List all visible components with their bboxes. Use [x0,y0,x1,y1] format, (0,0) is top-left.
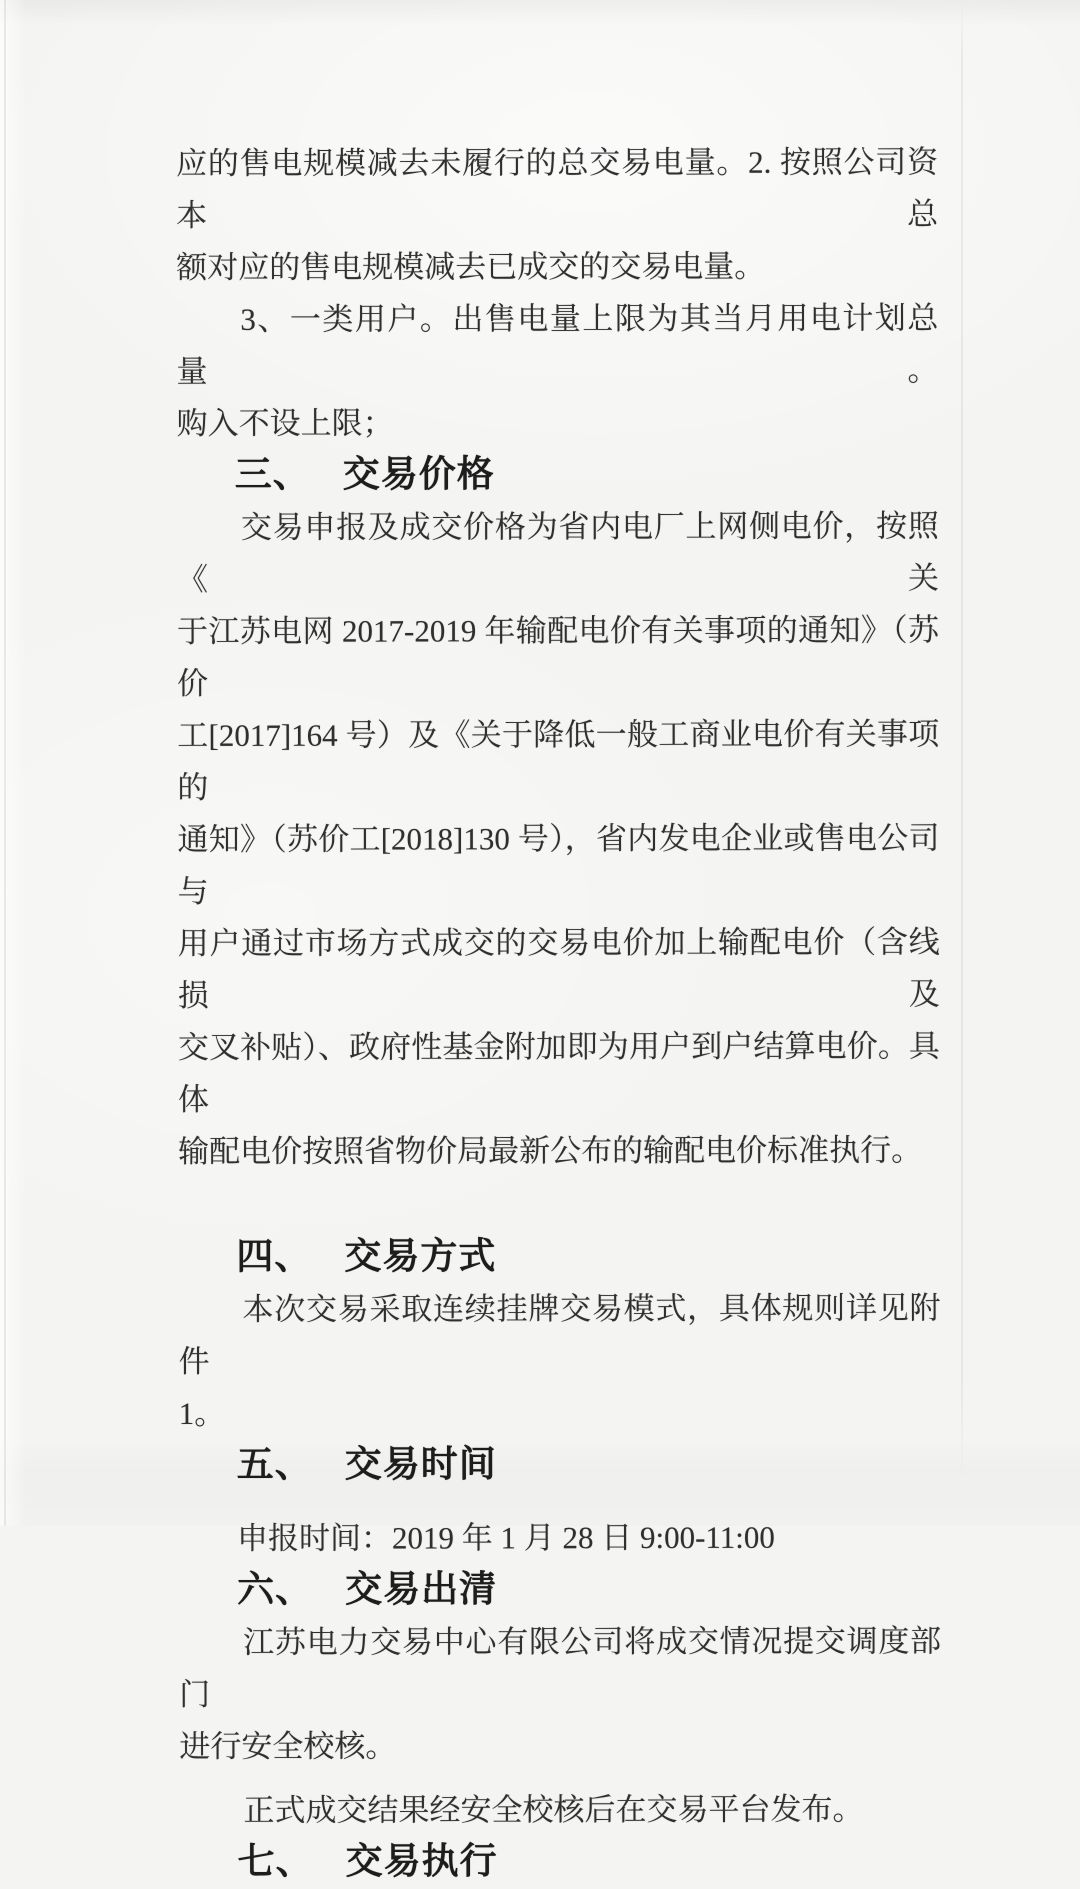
text-line: 购入不设上限； [176,405,394,441]
section-heading-trade-price [177,448,939,502]
heading-number: 六、 [236,1569,314,1611]
heading-title: 交易时间 [344,1444,497,1486]
text-line: 输配电价按照省物价局最新公布的输配电价标准执行。 [178,1132,923,1169]
section-heading-trade-clearing [179,1563,941,1617]
text-line: 本次交易采取连续挂牌交易模式，具体规则详见附件 [178,1290,941,1379]
heading-title: 交易方式 [344,1236,497,1278]
text-line: 申报时间：2019 年 1 月 28 日 9:00-11:00 [236,1519,775,1556]
text-line: 1。 [178,1395,226,1431]
heading-title: 交易执行 [345,1841,498,1883]
heading-number: 七、 [237,1841,314,1883]
text-line: 交易申报及成交价格为省内电厂上网侧电价，按照《关 [176,508,939,597]
text-line: 应的售电规模减去未履行的总交易电量。2. 按照公司资本总 [176,144,939,233]
heading-title: 交易价格 [342,454,495,496]
text-line: 江苏电力交易中心有限公司将成交情况提交调度部门 [179,1623,942,1712]
section-heading-trade-execution [180,1835,942,1889]
text-line: 进行安全校核。 [179,1728,397,1764]
document-content [176,136,942,1889]
text-line: 交叉补贴）、政府性基金附加即为用户到户结算电价。具体 [177,1028,940,1117]
section-heading-trade-time [179,1438,941,1492]
text-line: 3、一类用户。出售电量上限为其当月用电计划总量。 [176,300,939,389]
scan-artifact-right-line [961,0,963,1526]
heading-number: 四、 [236,1236,313,1278]
text-line: 用户通过市场方式成交的交易电价加上输配电价（含线损及 [177,924,940,1013]
heading-number: 三、 [234,454,311,496]
scan-artifact-left-line [4,0,6,1526]
heading-title: 交易出清 [344,1569,498,1611]
heading-number: 五、 [236,1444,313,1486]
section-heading-trade-method [178,1230,940,1284]
text-line: 于江苏电网 2017-2019 年输配电价有关事项的通知》（苏价 [176,612,940,701]
text-line: 工[2017]164 号）及《关于降低一般工商业电价有关事项的 [177,716,940,805]
text-line: 额对应的售电规模减去已成交的交易电量。 [176,248,766,285]
text-line: 正式成交结果经安全校核后在交易平台发布。 [243,1791,864,1828]
text-line: 通知》（苏价工[2018]130 号），省内发电企业或售电公司与 [177,820,940,909]
